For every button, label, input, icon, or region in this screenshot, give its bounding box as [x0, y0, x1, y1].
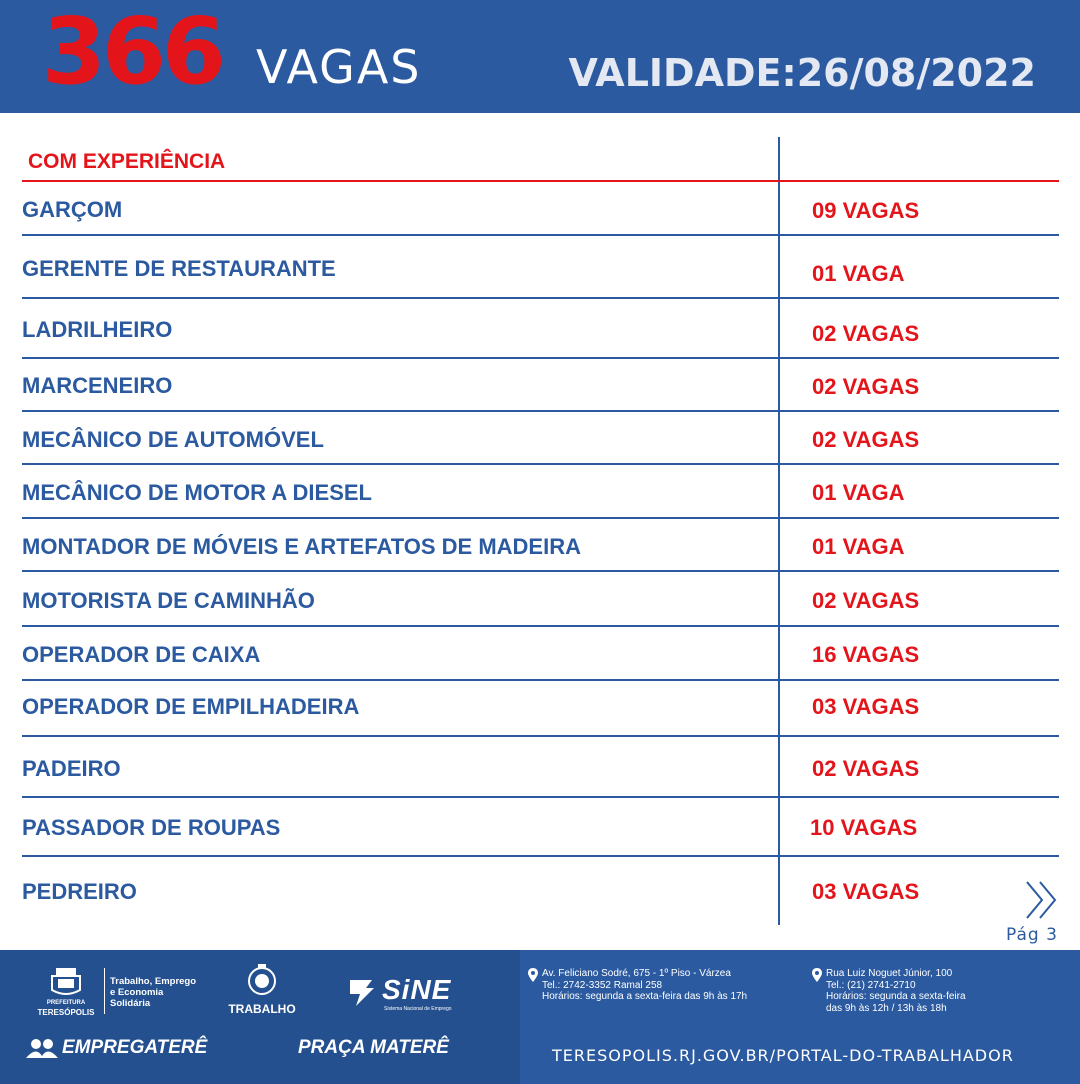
row-divider — [22, 796, 1059, 798]
job-title: MECÂNICO DE AUTOMÓVEL — [22, 427, 324, 452]
prefeitura-small-label: PREFEITURA — [46, 1000, 86, 1006]
sine-word: SiNE — [382, 974, 452, 1005]
job-title: LADRILHEIRO — [22, 317, 173, 342]
location-pin-icon — [528, 968, 538, 982]
row-divider — [22, 517, 1059, 519]
location-pin-icon — [812, 968, 822, 982]
address-line: das 9h às 12h / 13h às 18h — [826, 1002, 947, 1014]
job-title: OPERADOR DE CAIXA — [22, 642, 261, 667]
row-divider — [22, 679, 1059, 681]
pracatere-logo — [298, 1036, 468, 1062]
address-block-2 — [826, 968, 1066, 1014]
section-title: COM EXPERIÊNCIA — [28, 150, 226, 173]
row-divider — [22, 625, 1059, 627]
address-line: Horários: segunda a sexta-feira das 9h às 17h — [542, 991, 748, 1002]
address-block-1 — [542, 968, 792, 1003]
job-title: MECÂNICO DE MOTOR A DIESEL — [22, 480, 372, 505]
footer — [0, 950, 1080, 1084]
sine-mark-icon — [344, 974, 380, 1010]
row-divider — [22, 410, 1059, 412]
section-divider — [22, 180, 1059, 182]
job-title: MOTORISTA DE CAMINHÃO — [22, 588, 315, 613]
address-line: Tel.: (21) 2741-2710 — [826, 979, 916, 991]
job-vacancies: 03 VAGAS — [812, 694, 920, 719]
trabalho-label: TRABALHO — [228, 1002, 296, 1016]
job-vacancies: 02 VAGAS — [812, 374, 920, 399]
row-divider — [22, 570, 1059, 572]
job-title: PASSADOR DE ROUPAS — [22, 815, 281, 840]
address-line: Tel.: 2742-3352 Ramal 258 — [542, 979, 663, 991]
job-title: GERENTE DE RESTAURANTE — [22, 256, 336, 281]
row-divider — [22, 735, 1059, 737]
job-vacancies: 02 VAGAS — [812, 427, 920, 452]
job-vacancies: 01 VAGA — [812, 534, 905, 559]
column-divider — [778, 137, 780, 925]
job-title: GARÇOM — [22, 197, 123, 222]
job-title: MARCENEIRO — [22, 373, 173, 398]
job-title: MONTADOR DE MÓVEIS E ARTEFATOS DE MADEIRA — [22, 534, 581, 559]
job-title: OPERADOR DE EMPILHADEIRA — [22, 694, 360, 719]
sine-subtitle: Sistema Nacional de Emprego — [384, 1006, 452, 1012]
address-line: Horários: segunda a sexta-feira — [826, 991, 966, 1002]
secretaria-line: Solidária — [110, 998, 151, 1009]
trabalho-logo — [222, 964, 302, 1020]
website-link[interactable]: TERESOPOLIS.RJ.GOV.BR/PORTAL-DO-TRABALHADOR — [552, 1046, 1014, 1065]
job-vacancies: 02 VAGAS — [812, 756, 920, 781]
row-divider — [22, 297, 1059, 299]
page-number: Pág 3 — [1006, 925, 1058, 945]
secretaria-line: e Economia — [110, 987, 164, 998]
empregatere-logo — [26, 1036, 236, 1062]
pracatere-word: PRAÇA MATERÊ — [298, 1037, 449, 1058]
job-vacancies: 03 VAGAS — [812, 879, 920, 904]
row-divider — [22, 357, 1059, 359]
row-divider — [22, 855, 1059, 857]
address-line: Av. Feliciano Sodré, 675 - 1º Piso - Várzea — [542, 968, 731, 979]
job-vacancies: 01 VAGA — [812, 480, 905, 505]
job-vacancies: 09 VAGAS — [812, 198, 920, 223]
job-table — [0, 113, 1080, 950]
row-divider — [22, 234, 1059, 236]
job-vacancies: 16 VAGAS — [812, 642, 920, 667]
double-chevron-right-icon[interactable] — [1024, 879, 1062, 921]
people-icon — [26, 1038, 58, 1060]
sine-logo — [344, 974, 464, 1014]
job-vacancies: 02 VAGAS — [812, 321, 920, 346]
city-crest-icon — [48, 966, 84, 998]
prefeitura-name: TERESÓPOLIS — [37, 1008, 95, 1017]
job-vacancies: 10 VAGAS — [810, 815, 918, 840]
header-banner — [0, 0, 1080, 113]
job-title: PADEIRO — [22, 756, 121, 781]
prefeitura-logo — [26, 966, 106, 1022]
vacancy-total: 366 — [42, 0, 223, 105]
logo-divider — [104, 968, 105, 1014]
job-vacancies: 02 VAGAS — [812, 588, 920, 613]
vacancy-word: VAGAS — [256, 40, 422, 94]
validity-date: VALIDADE:26/08/2022 — [568, 51, 1036, 95]
job-vacancies: 01 VAGA — [812, 261, 905, 286]
trabalho-crest-icon — [246, 964, 278, 998]
address-line: Rua Luiz Noguet Júnior, 100 — [826, 968, 953, 979]
secretaria-line: Trabalho, Emprego — [110, 976, 197, 987]
empregatere-word: EMPREGATERÊ — [62, 1037, 208, 1058]
row-divider — [22, 463, 1059, 465]
job-title: PEDREIRO — [22, 879, 137, 904]
secretaria-label — [110, 976, 210, 1009]
